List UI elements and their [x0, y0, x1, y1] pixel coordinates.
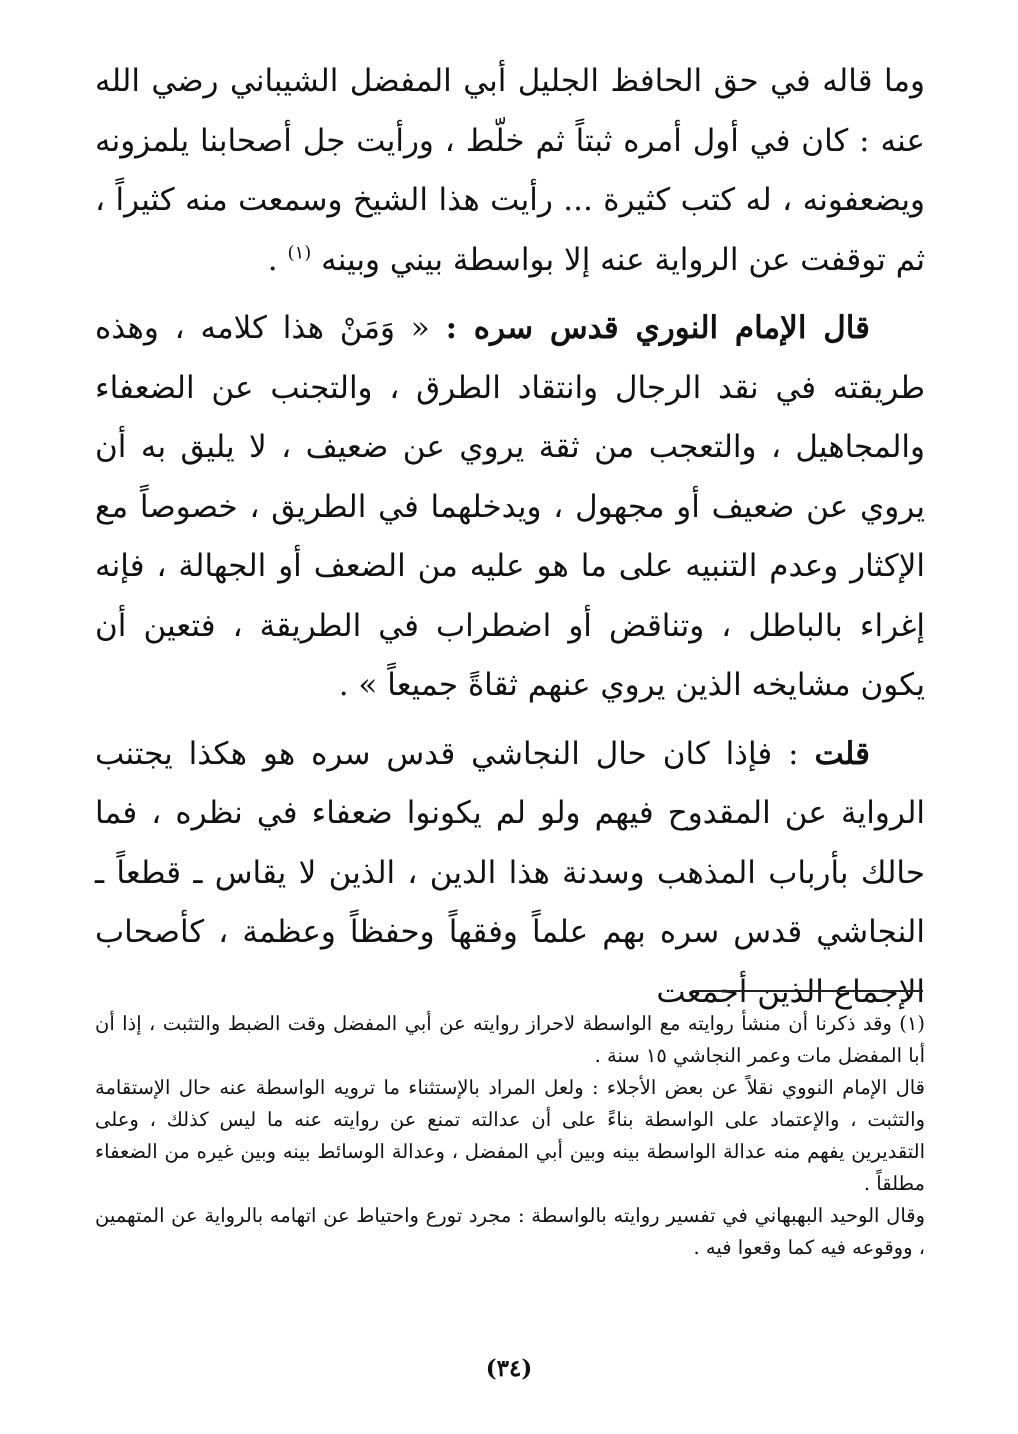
- footnote-2: قال الإمام النووي نقلاً عن بعض الأجلاء : ولعل المراد بالإستثناء ما ترويه الواسطة عنه حال الإستقامة والتثبت ، والإعتماد على الواسطة بناءً على أن عدالته تمنع عن روايته عنه ما ليس كذلك ، وعلى التقديرين يفهم منه عدالة الواسطة بينه وبين أبي المفضل ، وعدالة الوسائط بينه وبين غيره من الضعفاء مطلقاً .: [95, 1076, 925, 1195]
- paragraph-2-text: « وَمَنْ هذا كلامه ، وهذه طريقته في نقد الرجال وانتقاد الطرق ، والتجنب عن الضعفاء والمجاهيل ، والتعجب من ثقة يروي عن ضعيف ، لا يليق به أن يروي عن ضعيف أو مجهول ، ويدخلهما في الطريق ، خصوصاً مع الإكثار وعدم التنبيه على ما هو عليه من الضعف أو الجهالة ، فإنه إغراء بالباطل ، وتناقض أو اضطراب في الطريقة ، فتعين أن يكون مشايخه الذين يروي عنهم ثقاةً جميعاً » .: [95, 310, 925, 703]
- footnote-separator: [693, 990, 923, 992]
- footnotes: [95, 1008, 925, 1264]
- paragraph-3-text: : فإذا كان حال النجاشي قدس سره هو هكذا يجتنب الرواية عن المقدوح فيهم ولو لم يكونوا ضعفاء في نظره ، فما حالك بأرباب المذهب وسدنة هذا الدين ، الذين لا يقاس ـ قطعاً ـ النجاشي قدس سره بهم علماً وفقهاً وحفظاً وعظمة ، كأصحاب الإجماع الذين أجمعت: [95, 735, 925, 1010]
- page-number: (٣٤): [485, 1355, 533, 1382]
- paragraph-2: [95, 299, 925, 716]
- paragraph-3: [95, 725, 925, 1023]
- paragraph-1: [95, 52, 925, 290]
- paragraph-2-lead: قال الإمام النوري قدس سره :: [445, 310, 870, 346]
- footnote-3: وقال الوحيد البهبهاني في تفسير روايته بالواسطة : مجرد تورع واحتياط عن اتهامه بالرواية عن المتهمين ، ووقوعه فيه كما وقعوا فيه .: [95, 1204, 925, 1259]
- paragraph-3-lead: قلت: [814, 735, 870, 772]
- footnote-reference: (١): [287, 242, 312, 264]
- paragraph-1-text: وما قاله في حق الحافظ الجليل أبي المفضل الشيباني رضي الله عنه : كان في أول أمره ثبتاً ثم خلّط ، ورأيت جل أصحابنا يلمزونه ويضعفونه ، له كتب كثيرة ... رأيت هذا الشيخ وسمعت منه كثيراً ، ثم توقفت عن الرواية عنه إلا بواسطة بيني وبينه: [95, 63, 925, 278]
- paragraph-1-tail: .: [267, 241, 288, 278]
- footnote-1: (١) وقد ذكرنا أن منشأ روايته مع الواسطة لاحراز روايته عن أبي المفضل وقت الضبط والتثبت ، إذا أن أبا المفضل مات وعمر النجاشي ١٥ سنة .: [95, 1012, 925, 1067]
- main-text: [95, 52, 925, 1031]
